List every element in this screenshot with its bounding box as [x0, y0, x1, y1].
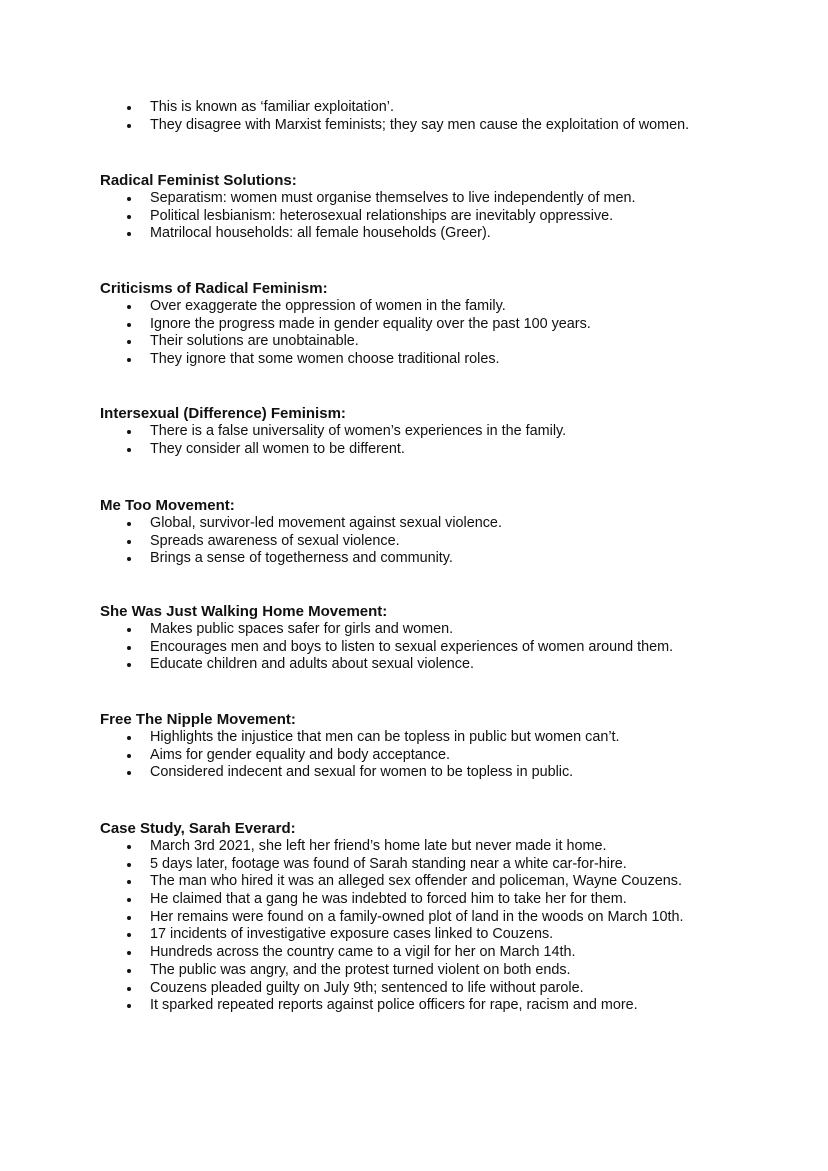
list-item: Hundreds across the country came to a vigil for her on March 14th.	[100, 944, 800, 962]
list-item: Separatism: women must organise themselves to live independently of men.	[100, 190, 800, 208]
list-item: It sparked repeated reports against police officers for rape, racism and more.	[100, 997, 800, 1015]
section-heading: Free The Nipple Movement:	[100, 711, 296, 728]
list-item: Ignore the progress made in gender equality over the past 100 years.	[100, 316, 800, 334]
bullet-list	[100, 298, 800, 369]
list-item: March 3rd 2021, she left her friend’s home late but never made it home.	[100, 838, 800, 856]
list-item: They consider all women to be different.	[100, 441, 800, 459]
section-heading: Radical Feminist Solutions:	[100, 172, 297, 189]
bullet-list	[100, 621, 800, 674]
list-item: Matrilocal households: all female households (Greer).	[100, 225, 800, 243]
list-item: 17 incidents of investigative exposure cases linked to Couzens.	[100, 926, 800, 944]
list-item: Couzens pleaded guilty on July 9th; sentenced to life without parole.	[100, 980, 800, 998]
list-item: Makes public spaces safer for girls and women.	[100, 621, 800, 639]
section-intro	[100, 99, 800, 134]
section-walking-home	[100, 603, 800, 674]
bullet-list	[100, 190, 800, 243]
list-item: They ignore that some women choose traditional roles.	[100, 351, 800, 369]
list-item: They disagree with Marxist feminists; they say men cause the exploitation of women.	[100, 117, 800, 135]
section-criticisms-radical-feminism	[100, 280, 800, 369]
bullet-list	[100, 515, 800, 568]
list-item: Aims for gender equality and body acceptance.	[100, 747, 800, 765]
list-item: Considered indecent and sexual for women to be topless in public.	[100, 764, 800, 782]
section-heading: She Was Just Walking Home Movement:	[100, 603, 388, 620]
list-item: Highlights the injustice that men can be topless in public but women can’t.	[100, 729, 800, 747]
list-item: Political lesbianism: heterosexual relationships are inevitably oppressive.	[100, 208, 800, 226]
list-item: Their solutions are unobtainable.	[100, 333, 800, 351]
list-item: Global, survivor-led movement against sexual violence.	[100, 515, 800, 533]
section-me-too	[100, 497, 800, 568]
section-radical-feminist-solutions	[100, 172, 800, 243]
section-heading: Intersexual (Difference) Feminism:	[100, 405, 346, 422]
list-item: 5 days later, footage was found of Sarah standing near a white car-for-hire.	[100, 856, 800, 874]
list-item: There is a false universality of women’s experiences in the family.	[100, 423, 800, 441]
bullet-list	[100, 729, 800, 782]
list-item: This is known as ‘familiar exploitation’.	[100, 99, 800, 117]
list-item: Brings a sense of togetherness and community.	[100, 550, 800, 568]
section-free-the-nipple	[100, 711, 800, 782]
list-item: Over exaggerate the oppression of women in the family.	[100, 298, 800, 316]
list-item: The man who hired it was an alleged sex offender and policeman, Wayne Couzens.	[100, 873, 800, 891]
bullet-list	[100, 838, 800, 1015]
section-heading: Case Study, Sarah Everard:	[100, 820, 296, 837]
section-case-study	[100, 820, 800, 1015]
bullet-list	[100, 423, 800, 458]
section-heading: Criticisms of Radical Feminism:	[100, 280, 328, 297]
bullet-list	[100, 99, 800, 134]
section-intersexual-feminism	[100, 405, 800, 458]
section-heading: Me Too Movement:	[100, 497, 235, 514]
list-item: He claimed that a gang he was indebted to forced him to take her for them.	[100, 891, 800, 909]
list-item: Educate children and adults about sexual violence.	[100, 656, 800, 674]
list-item: The public was angry, and the protest turned violent on both ends.	[100, 962, 800, 980]
list-item: Spreads awareness of sexual violence.	[100, 533, 800, 551]
list-item: Her remains were found on a family-owned plot of land in the woods on March 10th.	[100, 909, 800, 927]
list-item: Encourages men and boys to listen to sexual experiences of women around them.	[100, 639, 800, 657]
